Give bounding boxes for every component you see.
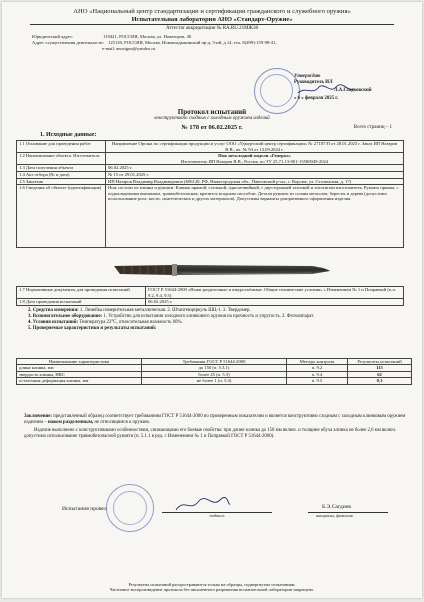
- protocol-subtitle: конструктивно сходных с холодным оружием изделий: [154, 116, 270, 121]
- table-row: [17, 299, 404, 306]
- cell: п. 9.4: [287, 371, 348, 377]
- row-key: 1.7 Нормативные документы для проведения испытаний: [17, 287, 146, 299]
- cell: 62: [348, 371, 412, 377]
- row-value: ИП Назаров Владимир Владимирович (606120, РФ, Нижегородская обл., Павловский р-он., г. Ворсма, ул. Сталинская, д. 17): [106, 178, 404, 185]
- conclusion-label: Заключение:: [24, 414, 52, 419]
- cell: 115: [348, 365, 412, 371]
- cell: 0,3: [348, 378, 412, 384]
- cell: остаточная деформация клинка, мм: [17, 378, 142, 384]
- org-name: АНО «Национальный центр стандартизации и сертификации гражданского и служебного оружия»: [73, 8, 351, 15]
- row-value: 06.02.2025 г.: [146, 299, 404, 306]
- row-value: 06.02.2025 г.: [106, 165, 404, 172]
- row-key: 1.4 Акт отбора (№ и дата): [17, 171, 106, 178]
- legal-address-label: Юридический адрес:: [32, 34, 74, 39]
- table-row: [17, 178, 404, 185]
- page-count: Всего страниц – 1: [353, 125, 392, 130]
- table-row: [17, 378, 412, 384]
- cell: твердость клинка, HRC: [17, 371, 142, 377]
- footer-line-2: Частичное воспроизведение протокола без письменного разрешения испытательной лаборатории запрещено.: [109, 587, 315, 593]
- row-value: № 15 от 29.01.2025 г.: [106, 171, 404, 178]
- legal-address: [32, 34, 352, 40]
- results-table: [16, 358, 412, 385]
- cell: п. 9.5: [287, 378, 348, 384]
- test-conditions: [28, 308, 408, 332]
- email: [102, 46, 422, 52]
- row-value: Нож состоит из клинка и рукояти. Клинок прямой, стальной, однолезвийный, с двусторонней заточкой и логотипом изготовителя. Рукоять прямая, с подпальцевыми выемками, травмобезопасная, крепится всадным способом. Детали рукояти из сплава металлов, бересты и дерева (допустимо использование рога, кости, синтетических и других материалов). Допустимы варианты декоративного оформления изделия.: [106, 185, 404, 248]
- document-page: [2, 2, 422, 598]
- tester-signature: [172, 494, 232, 514]
- signature-label: Испытания провел: [62, 506, 107, 512]
- row-key: 1.2 Наименование объекта. Изготовитель: [17, 153, 106, 165]
- manufacturer: Изготовитель ИП Назаров В.В., Россия, по ТУ 25.71.13-001-15500049-2024: [180, 158, 329, 164]
- legal-address-value: 119421, РОССИЯ, Москва, ул. Новаторов, 40: [103, 34, 192, 39]
- list-item: 2. Средства измерения: 1. Линейка измерительная металлическая. 2. Штангенциркуль ШЦ-1. 3. Твердомер.: [28, 308, 251, 313]
- row-key: 1.3 Дата получения объекта: [17, 165, 106, 172]
- footer-line-1: Результаты испытаний распространяются только на образцы, подвергнутые испытаниям.: [128, 582, 296, 587]
- row-key: 1.1 Основание для проведения работ: [17, 141, 106, 153]
- section-1-title: 1. Исходные данные:: [40, 132, 97, 138]
- activity-address-label: Адрес осуществления деятельности:: [32, 40, 104, 45]
- approval-signature-line: [294, 86, 404, 96]
- table-row: [17, 171, 404, 178]
- row-key: 1.8 Дата проведения испытаний: [17, 299, 146, 306]
- product-name: Нож несклодной модели «Генерал»: [218, 153, 291, 159]
- activity-address-value: 125130, РОССИЯ, Москва, Нововладыкинский пр-д, 3-ий, д.14, тел. 8(499)-159-98-41,: [108, 40, 277, 45]
- cell: длина клинка, мм: [17, 365, 142, 371]
- column-header: Наименование характеристики: [17, 359, 142, 365]
- accreditation: Аттестат аккредитации № RA.RU.21МЖ38: [165, 26, 259, 31]
- list-item: 3. Вспомогательное оборудование: 1. Устройство для испытания холодного клинкового оружия на прочность и упругость. 2. Фотоаппарат.: [28, 314, 315, 319]
- email-value: e-mail: anostgun@yandex.ru: [102, 46, 156, 51]
- column-header: Методы контроля: [287, 359, 348, 365]
- column-header: Результаты испытаний: [348, 359, 412, 365]
- row-value: Направление Органа по сертификации продукции и услуг ООО «Удмуртский центр сертификации» № 27187/П от 28.01.2025 г. Заказ ИП Назаров В.В., вх. № 94 от 13.09.2024 г.: [106, 141, 404, 153]
- table-row: [17, 153, 404, 165]
- conclusion-note: Изделие выполнено с конструктивными особенностями, снижающими его боевые свойства: при длине клинка до 150 мм включ. и толщине обуха клинка не более 2,6 мм включ. допустимо использование травмобезопасной рукояти (п. 5.1.1 в ред. с Изменением № 1 и Поправкой ГОСТ Р 51644-2000).: [24, 428, 396, 439]
- row-key: 1.5 Заказчик: [17, 178, 106, 185]
- approval-position: Руководитель ИЛ: [294, 80, 333, 85]
- tester-name: Б.Э.Сагдиев: [322, 504, 351, 510]
- test-info-table: [16, 286, 404, 306]
- table-row: [17, 185, 404, 248]
- table-row: [17, 141, 404, 153]
- table-row: [17, 287, 404, 299]
- name-caption: инициалы, фамилия: [316, 513, 353, 518]
- lab-stamp: [106, 484, 154, 532]
- protocol-title: Протокол испытаний: [177, 108, 247, 116]
- signature-block: [2, 482, 422, 542]
- table-row: [17, 165, 404, 172]
- header-divider: [30, 24, 394, 25]
- footer: [2, 582, 422, 593]
- approval-name: Л.А.Гладковский: [334, 88, 372, 93]
- conclusion: Заключение: представленный образец соответствует требованиям ГОСТ Р 51644-2000 по проверенным показателям и является конструктивно сходным с холодным клинковым оружием изделием – ножом разделочным, не относящимся к оружию. Изделие выполнено с конструктивными особенностями, снижающими его боевые свойства: при длине клинка до 150 мм включ. и толщине обуха клинка не более 2,6 мм включ. допустимо использование травмобезопасной рукояти (п. 5.1.1 в ред. с Изменением № 1 и Поправкой ГОСТ Р 51644-2000).: [24, 414, 408, 442]
- approval-block: [294, 74, 404, 102]
- cell: п. 9.2: [287, 365, 348, 371]
- source-data-table: [16, 140, 404, 248]
- row-key: 1.6 Сведения об объекте (идентификация): [17, 185, 106, 248]
- row-value: ГОСТ Р 51644-2000 «Ножи разделочные и шкуросъёмные. Общие технические условия» с Изменением № 1 и Поправкой (п.п. 9.2, 9.4, 9.5): [146, 287, 404, 299]
- column-header: Требования ГОСТ Р 51644-2000: [142, 359, 287, 365]
- approval-date: « 6 » февраля 2025 г.: [294, 96, 339, 101]
- lab-name: Испытательная лаборатория АНО «Стандарт-Оружие»: [131, 16, 293, 23]
- signature-caption: подпись: [209, 513, 225, 518]
- list-item: 4. Условия испытаний: Температура 23°С, относительная влажность 60%.: [28, 320, 183, 325]
- activity-address: [32, 40, 352, 46]
- knife-photo: [112, 260, 332, 280]
- protocol-number: № 178 от 06.02.2025 г.: [181, 124, 243, 131]
- cell: до 150 (п. 5.3.1): [142, 365, 287, 371]
- cell: не более 1 (п. 5.4): [142, 378, 287, 384]
- approval-title: Утверждаю: [294, 74, 321, 79]
- cell: более 25 (п. 5.3): [142, 371, 287, 377]
- list-item: 5. Проверяемые характеристики и результаты испытаний:: [28, 326, 157, 331]
